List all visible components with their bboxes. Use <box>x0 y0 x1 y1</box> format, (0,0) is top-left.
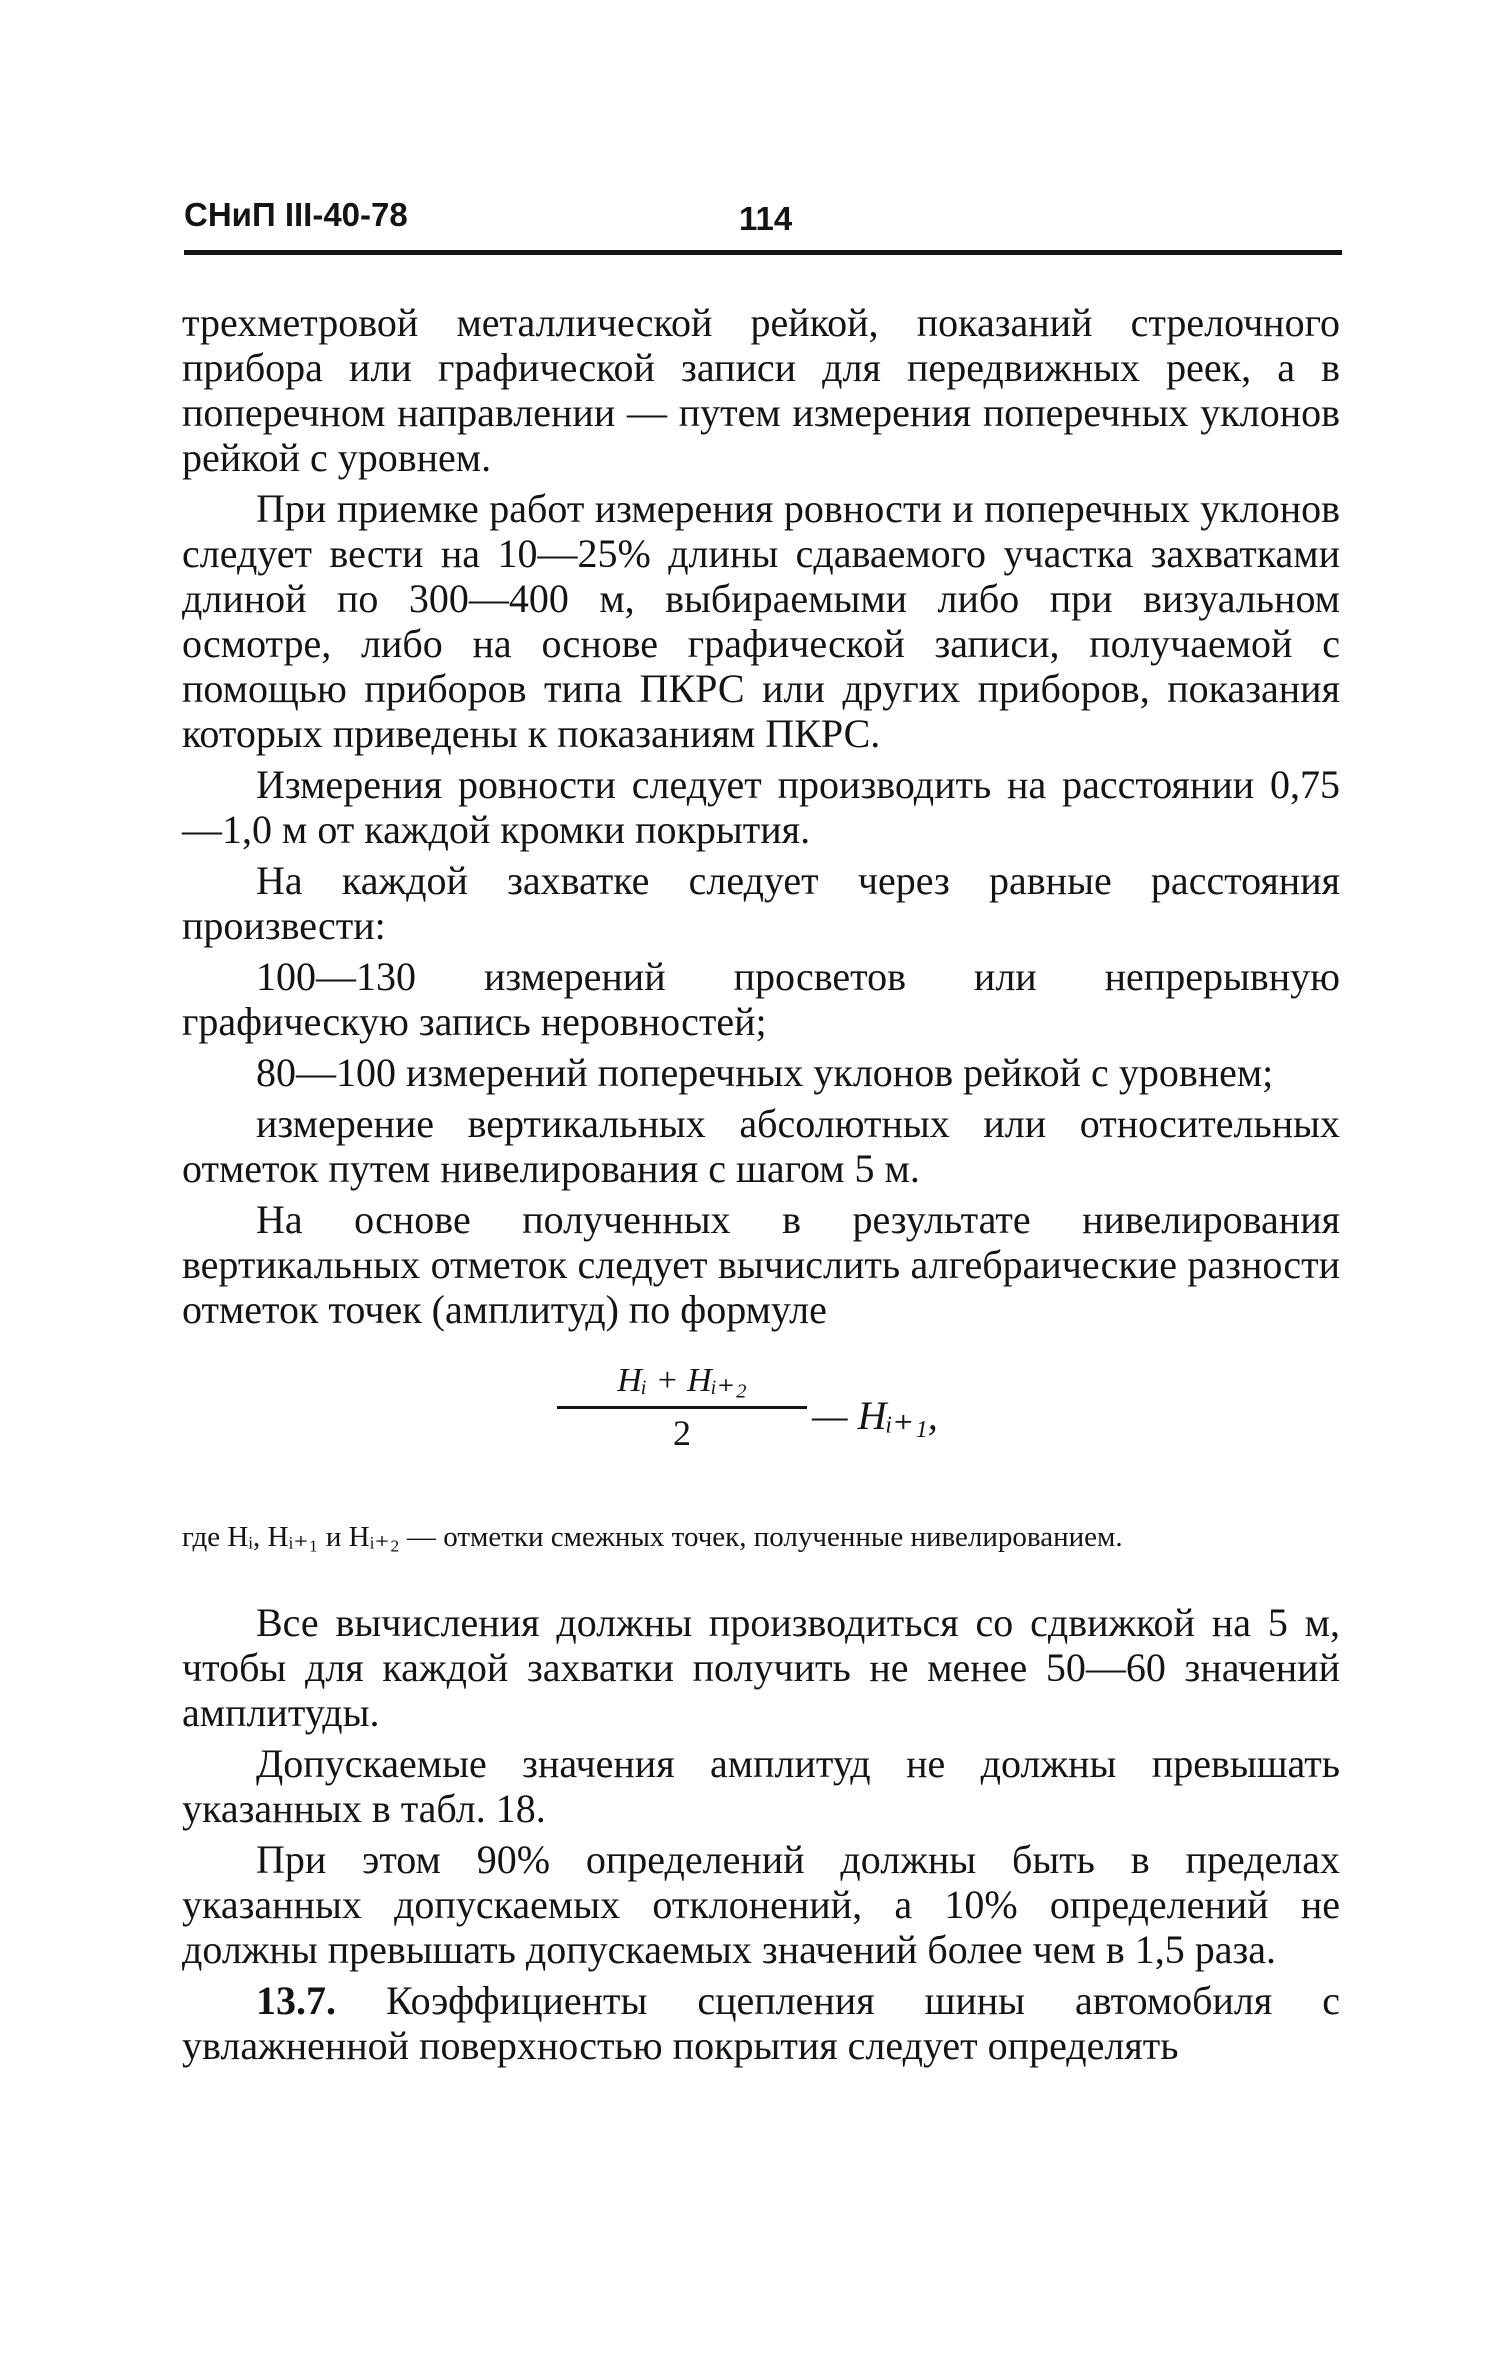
formula-note: где Hᵢ, Hᵢ₊₁ и Hᵢ₊₂ — отметки смежных точек, полученные нивелированием. <box>182 1521 1123 1553</box>
paragraph-13-7 <box>182 1978 1340 2068</box>
page-header <box>184 196 1342 252</box>
formula-numerator: Hᵢ + Hᵢ₊₂ <box>617 1362 747 1399</box>
paragraph-formula-intro: На основе полученных в результате нивелирования вертикальных отметок следует вычислить алгебраические разности отметок точек (амплитуд) по формуле <box>182 1197 1340 1332</box>
formula-fraction <box>557 1360 807 1457</box>
list-item-slopes: 80—100 измерений поперечных уклонов рейкой с уровнем; <box>256 1050 1274 1095</box>
paragraph-acceptance: При приемке работ измерения ровности и поперечных уклонов следует вести на 10—25% длины сдаваемого участка захватками длиной по 300—400 м, выбираемыми либо при визуальном осмотре, либо на основе графической записи, получаемой с помощью приборов типа ПКРС или других приборов, показания которых приведены к показаниям ПКРС. <box>182 486 1340 756</box>
section-text: Коэффициенты сцепления шины автомобиля с увлажненной поверхностью покрытия следует определять <box>182 1978 1340 2068</box>
formula-denominator: 2 <box>673 1413 691 1453</box>
document-code: СНиП III-40-78 <box>184 196 408 233</box>
paragraph-continuation: трехметровой металлической рейкой, показаний стрелочного прибора или графической записи для передвижных реек, а в поперечном направлении — путем измерения поперечных уклонов рейкой с уровнем. <box>182 300 1340 480</box>
amplitude-formula <box>182 1360 1340 1510</box>
paragraph-distance: Измерения ровности следует производить на расстоянии 0,75—1,0 м от каждой кромки покрытия. <box>182 762 1340 852</box>
section-number: 13.7. <box>256 1978 336 2023</box>
header-rule <box>184 250 1342 255</box>
paragraph-percent: При этом 90% определений должны быть в пределах указанных допускаемых отклонений, а 10% определений не должны превышать допускаемых значений более чем в 1,5 раза. <box>182 1837 1340 1972</box>
paragraph-calculations: Все вычисления должны производиться со сдвижкой на 5 м, чтобы для каждой захватки получить не менее 50—60 значений амплитуды. <box>182 1600 1340 1735</box>
list-item-levelling: измерение вертикальных абсолютных или относительных отметок путем нивелирования с шагом 5 м. <box>182 1101 1340 1191</box>
body-text <box>182 300 1340 2068</box>
list-item-gaps: 100—130 измерений просветов или непрерывную графическую запись неровностей; <box>182 954 1340 1044</box>
paragraph-permissible: Допускаемые значения амплитуд не должны превышать указанных в табл. 18. <box>182 1741 1340 1831</box>
paragraph-each-section: На каждой захватке следует через равные расстояния произвести: <box>182 858 1340 948</box>
page-number: 114 <box>739 200 793 237</box>
formula-minus-term: — Hᵢ₊₁, <box>812 1393 938 1438</box>
